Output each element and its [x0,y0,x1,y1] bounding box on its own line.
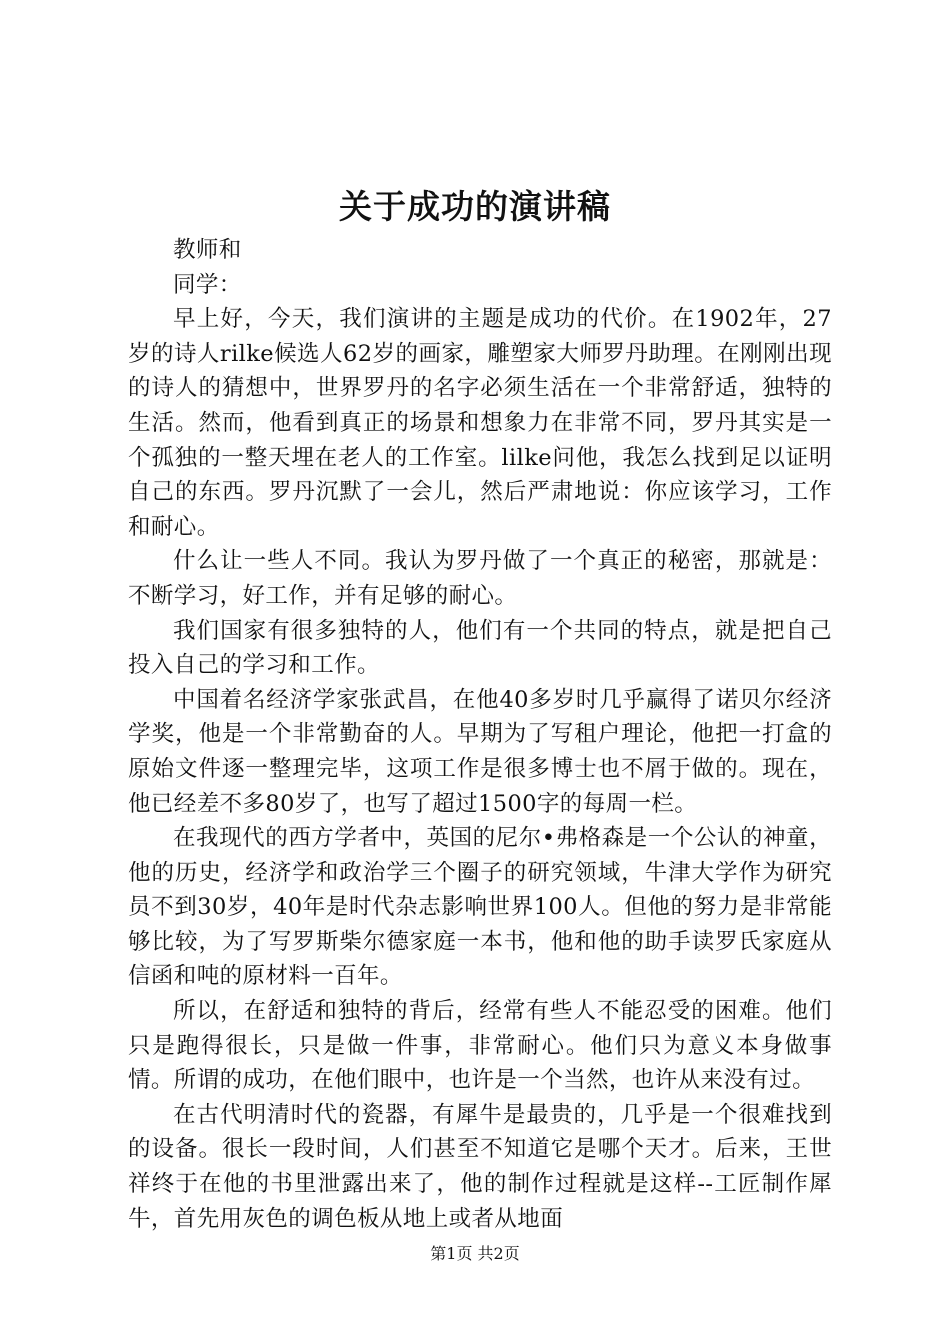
body-paragraph: 早上好，今天，我们演讲的主题是成功的代价。在1902年，27岁的诗人rilke候选人62岁的画家，雕塑家大师罗丹助理。在刚刚出现的诗人的猜想中，世界罗丹的名字必须生活在一个非常舒适，独特的生活。然而，他看到真正的场景和想象力在非常不同，罗丹其实是一个孤独的一整天埋在老人的工作室。lilke问他，我怎么找到足以证明自己的东西。罗丹沉默了一会儿，然后严肃地说：你应该学习，工作和耐心。 [128,306,832,540]
salutation-line: 同学： [173,271,242,298]
body-paragraph: 什么让一些人不同。我认为罗丹做了一个真正的秘密，那就是：不断学习，好工作，并有足够的耐心。 [128,548,832,609]
page-footer: 第1页 共2页 [430,1244,520,1263]
document-title: 关于成功的演讲稿 [339,187,611,226]
body-paragraph: 在我现代的西方学者中，英国的尼尔•弗格森是一个公认的神童，他的历史，经济学和政治学三个圈子的研究领域，牛津大学作为研究员不到30岁，40年是时代杂志影响世界100人。但他的努力是非常能够比较，为了写罗斯柴尔德家庭一本书，他和他的助手读罗氏家庭从信函和吨的原材料一百年。 [128,825,832,990]
body-paragraph: 我们国家有很多独特的人，他们有一个共同的特点，就是把自己投入自己的学习和工作。 [128,617,832,679]
document-body [128,233,832,1236]
body-paragraph: 所以，在舒适和独特的背后，经常有些人不能忍受的困难。他们只是跑得很长，只是做一件事，非常耐心。他们只为意义本身做事情。所谓的成功，在他们眼中，也许是一个当然，也许从来没有过。 [128,998,832,1094]
body-paragraph: 在古代明清时代的瓷器，有犀牛是最贵的，几乎是一个很难找到的设备。很长一段时间，人们甚至不知道它是哪个天才。后来，王世祥终于在他的书里泄露出来了，他的制作过程就是这样--工匠制作犀牛，首先用灰色的调色板从地上或者从地面 [128,1101,832,1232]
body-paragraph: 中国着名经济学家张武昌，在他40多岁时几乎赢得了诺贝尔经济学奖，他是一个非常勤奋的人。早期为了写租户理论，他把一打盒的原始文件逐一整理完毕，这项工作是很多博士也不屑于做的。现在，他已经差不多80岁了，也写了超过1500字的每周一栏。 [128,686,832,817]
salutation-line: 教师和 [173,237,242,263]
